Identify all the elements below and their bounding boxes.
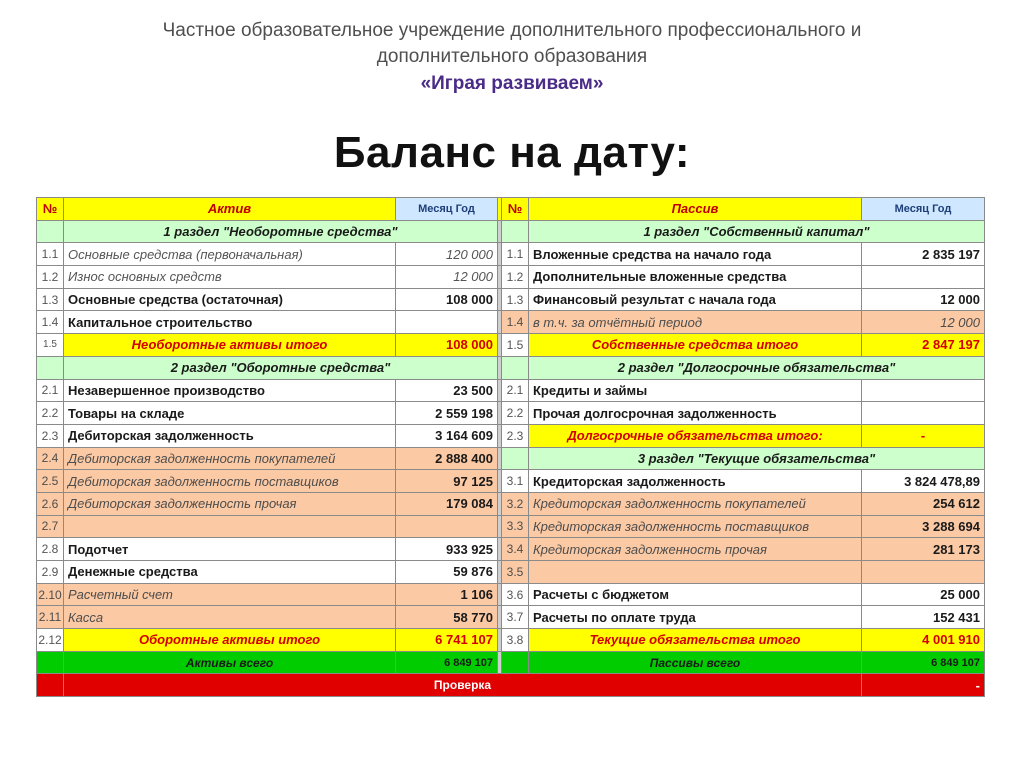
liab-period-header: Месяц Год bbox=[862, 198, 985, 221]
asset-value: 108 000 bbox=[396, 288, 498, 311]
asset-value: 120 000 bbox=[396, 243, 498, 266]
grand-total-row bbox=[37, 651, 985, 674]
liab-subtotal-value: 2 847 197 bbox=[862, 334, 985, 357]
asset-name: Расчетный счет bbox=[64, 583, 396, 606]
asset-name: Товары на складе bbox=[64, 402, 396, 425]
table-row: 2.2 Товары на складе 2 559 198 2.2 Прочая долгосрочная задолженность bbox=[37, 402, 985, 425]
liab-name: Расчеты по оплате труда bbox=[529, 606, 862, 629]
liab-value: 12 000 bbox=[862, 311, 985, 334]
asset-subtotal-value: 108 000 bbox=[396, 334, 498, 357]
liab-value: 25 000 bbox=[862, 583, 985, 606]
table-row bbox=[37, 220, 985, 243]
asset-value: 2 559 198 bbox=[396, 402, 498, 425]
liab-subtotal-label: Долгосрочные обязательства итого: bbox=[529, 424, 862, 447]
table-row: 2.8 Подотчет 933 925 3.4 Кредиторская задолженность прочая 281 173 bbox=[37, 538, 985, 561]
check-value: - bbox=[862, 674, 985, 697]
asset-subtotal-label: Необоротные активы итого bbox=[64, 334, 396, 357]
liab-name: Прочая долгосрочная задолженность bbox=[529, 402, 862, 425]
liab-name: Финансовый результат с начала года bbox=[529, 288, 862, 311]
liab-value bbox=[862, 379, 985, 402]
table-row: 1.4 Капитальное строительство 1.4 в т.ч. за отчётный период 12 000 bbox=[37, 311, 985, 334]
asset-name: Незавершенное производство bbox=[64, 379, 396, 402]
page-title: Баланс на дату: bbox=[333, 128, 691, 177]
asset-name: Капитальное строительство bbox=[64, 311, 396, 334]
table-row: 2.9 Денежные средства 59 876 3.5 bbox=[37, 561, 985, 584]
liab-name: Дополнительные вложенные средства bbox=[529, 266, 862, 289]
assets-section-1: 1 раздел "Необоротные средства" bbox=[64, 220, 498, 243]
check-row bbox=[37, 674, 985, 697]
asset-value: 2 888 400 bbox=[396, 447, 498, 470]
assets-total-label: Активы всего bbox=[64, 651, 396, 674]
liab-value: 2 835 197 bbox=[862, 243, 985, 266]
liab-value bbox=[862, 561, 985, 584]
liab-name: Кредиторская задолженность покупателей bbox=[529, 492, 862, 515]
liab-value: 281 173 bbox=[862, 538, 985, 561]
asset-name: Подотчет bbox=[64, 538, 396, 561]
liab-value bbox=[862, 266, 985, 289]
liab-subtotal-label: Собственные средства итого bbox=[529, 334, 862, 357]
liab-total-value: 6 849 107 bbox=[862, 651, 985, 674]
org-name-line-2: дополнительного образования bbox=[376, 46, 648, 67]
table-header-row bbox=[37, 198, 985, 221]
table-row: 2.3 Дебиторская задолженность 3 164 609 2.3 Долгосрочные обязательства итого: - bbox=[37, 424, 985, 447]
assets-period-header: Месяц Год bbox=[396, 198, 498, 221]
asset-name: Дебиторская задолженность bbox=[64, 424, 396, 447]
liab-name: Вложенные средства на начало года bbox=[529, 243, 862, 266]
liabilities-header: Пассив bbox=[529, 198, 862, 221]
liab-subtotal-label: Текущие обязательства итого bbox=[529, 629, 862, 652]
liab-section-1: 1 раздел "Собственный капитал" bbox=[529, 220, 985, 243]
liab-subtotal-value: - bbox=[862, 424, 985, 447]
asset-value: 933 925 bbox=[396, 538, 498, 561]
asset-value: 1 106 bbox=[396, 583, 498, 606]
table-row: 1.3 Основные средства (остаточная) 108 000 1.3 Финансовый результат с начала года 12 000 bbox=[37, 288, 985, 311]
table-row: 2.4 Дебиторская задолженность покупателей 2 888 400 3 раздел "Текущие обязательства" bbox=[37, 447, 985, 470]
liab-name: Кредиты и займы bbox=[529, 379, 862, 402]
asset-name: Дебиторская задолженность прочая bbox=[64, 492, 396, 515]
liab-value: 3 288 694 bbox=[862, 515, 985, 538]
asset-value: 12 000 bbox=[396, 266, 498, 289]
asset-name: Основные средства (первоначальная) bbox=[64, 243, 396, 266]
check-label: Проверка bbox=[64, 674, 862, 697]
asset-value: 3 164 609 bbox=[396, 424, 498, 447]
liab-value: 12 000 bbox=[862, 288, 985, 311]
table-row: 1.1 Основные средства (первоначальная) 120 000 1.1 Вложенные средства на начало года 2 835 197 bbox=[37, 243, 985, 266]
liab-section-3: 3 раздел "Текущие обязательства" bbox=[529, 447, 985, 470]
assets-header: Актив bbox=[64, 198, 396, 221]
asset-name bbox=[64, 515, 396, 538]
assets-total-value: 6 849 107 bbox=[396, 651, 498, 674]
liab-no-header: № bbox=[502, 198, 529, 221]
table-row: 1.5 Необоротные активы итого 108 000 1.5 Собственные средства итого 2 847 197 bbox=[37, 334, 985, 357]
assets-section-2: 2 раздел "Оборотные средства" bbox=[64, 356, 498, 379]
asset-subtotal-label: Оборотные активы итого bbox=[64, 629, 396, 652]
table-row: 2.1 Незавершенное производство 23 500 2.1 Кредиты и займы bbox=[37, 379, 985, 402]
liab-section-2: 2 раздел "Долгосрочные обязательства" bbox=[529, 356, 985, 379]
asset-subtotal-value: 6 741 107 bbox=[396, 629, 498, 652]
asset-value: 58 770 bbox=[396, 606, 498, 629]
liab-value: 152 431 bbox=[862, 606, 985, 629]
asset-value bbox=[396, 515, 498, 538]
table-row: 2.10 Расчетный счет 1 106 3.6 Расчеты с бюджетом 25 000 bbox=[37, 583, 985, 606]
liab-subtotal-value: 4 001 910 bbox=[862, 629, 985, 652]
asset-name: Износ основных средств bbox=[64, 266, 396, 289]
table-row: 2.11 Касса 58 770 3.7 Расчеты по оплате труда 152 431 bbox=[37, 606, 985, 629]
document-header bbox=[0, 18, 1024, 98]
balance-table bbox=[36, 197, 985, 697]
liab-name: в т.ч. за отчётный период bbox=[529, 311, 862, 334]
asset-name: Основные средства (остаточная) bbox=[64, 288, 396, 311]
table-row: 2.6 Дебиторская задолженность прочая 179 084 3.2 Кредиторская задолженность покупателей 254 612 bbox=[37, 492, 985, 515]
liab-value bbox=[862, 402, 985, 425]
asset-value bbox=[396, 311, 498, 334]
asset-value: 23 500 bbox=[396, 379, 498, 402]
liab-name bbox=[529, 561, 862, 584]
liab-name: Расчеты с бюджетом bbox=[529, 583, 862, 606]
asset-name: Дебиторская задолженность покупателей bbox=[64, 447, 396, 470]
liab-total-label: Пассивы всего bbox=[529, 651, 862, 674]
liab-name: Кредиторская задолженность bbox=[529, 470, 862, 493]
asset-value: 179 084 bbox=[396, 492, 498, 515]
asset-name: Денежные средства bbox=[64, 561, 396, 584]
liab-value: 3 824 478,89 bbox=[862, 470, 985, 493]
table-row: 1.2 Износ основных средств 12 000 1.2 Дополнительные вложенные средства bbox=[37, 266, 985, 289]
table-row: 2.7 3.3 Кредиторская задолженность поставщиков 3 288 694 bbox=[37, 515, 985, 538]
liab-value: 254 612 bbox=[862, 492, 985, 515]
asset-name: Дебиторская задолженность поставщиков bbox=[64, 470, 396, 493]
org-name-line-1: Частное образовательное учреждение дополнительного профессионального и bbox=[162, 20, 862, 41]
table-row: 2.5 Дебиторская задолженность поставщиков 97 125 3.1 Кредиторская задолженность 3 824 478,89 bbox=[37, 470, 985, 493]
liab-name: Кредиторская задолженность прочая bbox=[529, 538, 862, 561]
asset-value: 97 125 bbox=[396, 470, 498, 493]
table-row bbox=[37, 356, 985, 379]
asset-value: 59 876 bbox=[396, 561, 498, 584]
asset-name: Касса bbox=[64, 606, 396, 629]
table-row: 2.12 Оборотные активы итого 6 741 107 3.8 Текущие обязательства итого 4 001 910 bbox=[37, 629, 985, 652]
liab-name: Кредиторская задолженность поставщиков bbox=[529, 515, 862, 538]
school-name: «Играя развиваем» bbox=[420, 73, 604, 94]
assets-no-header: № bbox=[37, 198, 64, 221]
